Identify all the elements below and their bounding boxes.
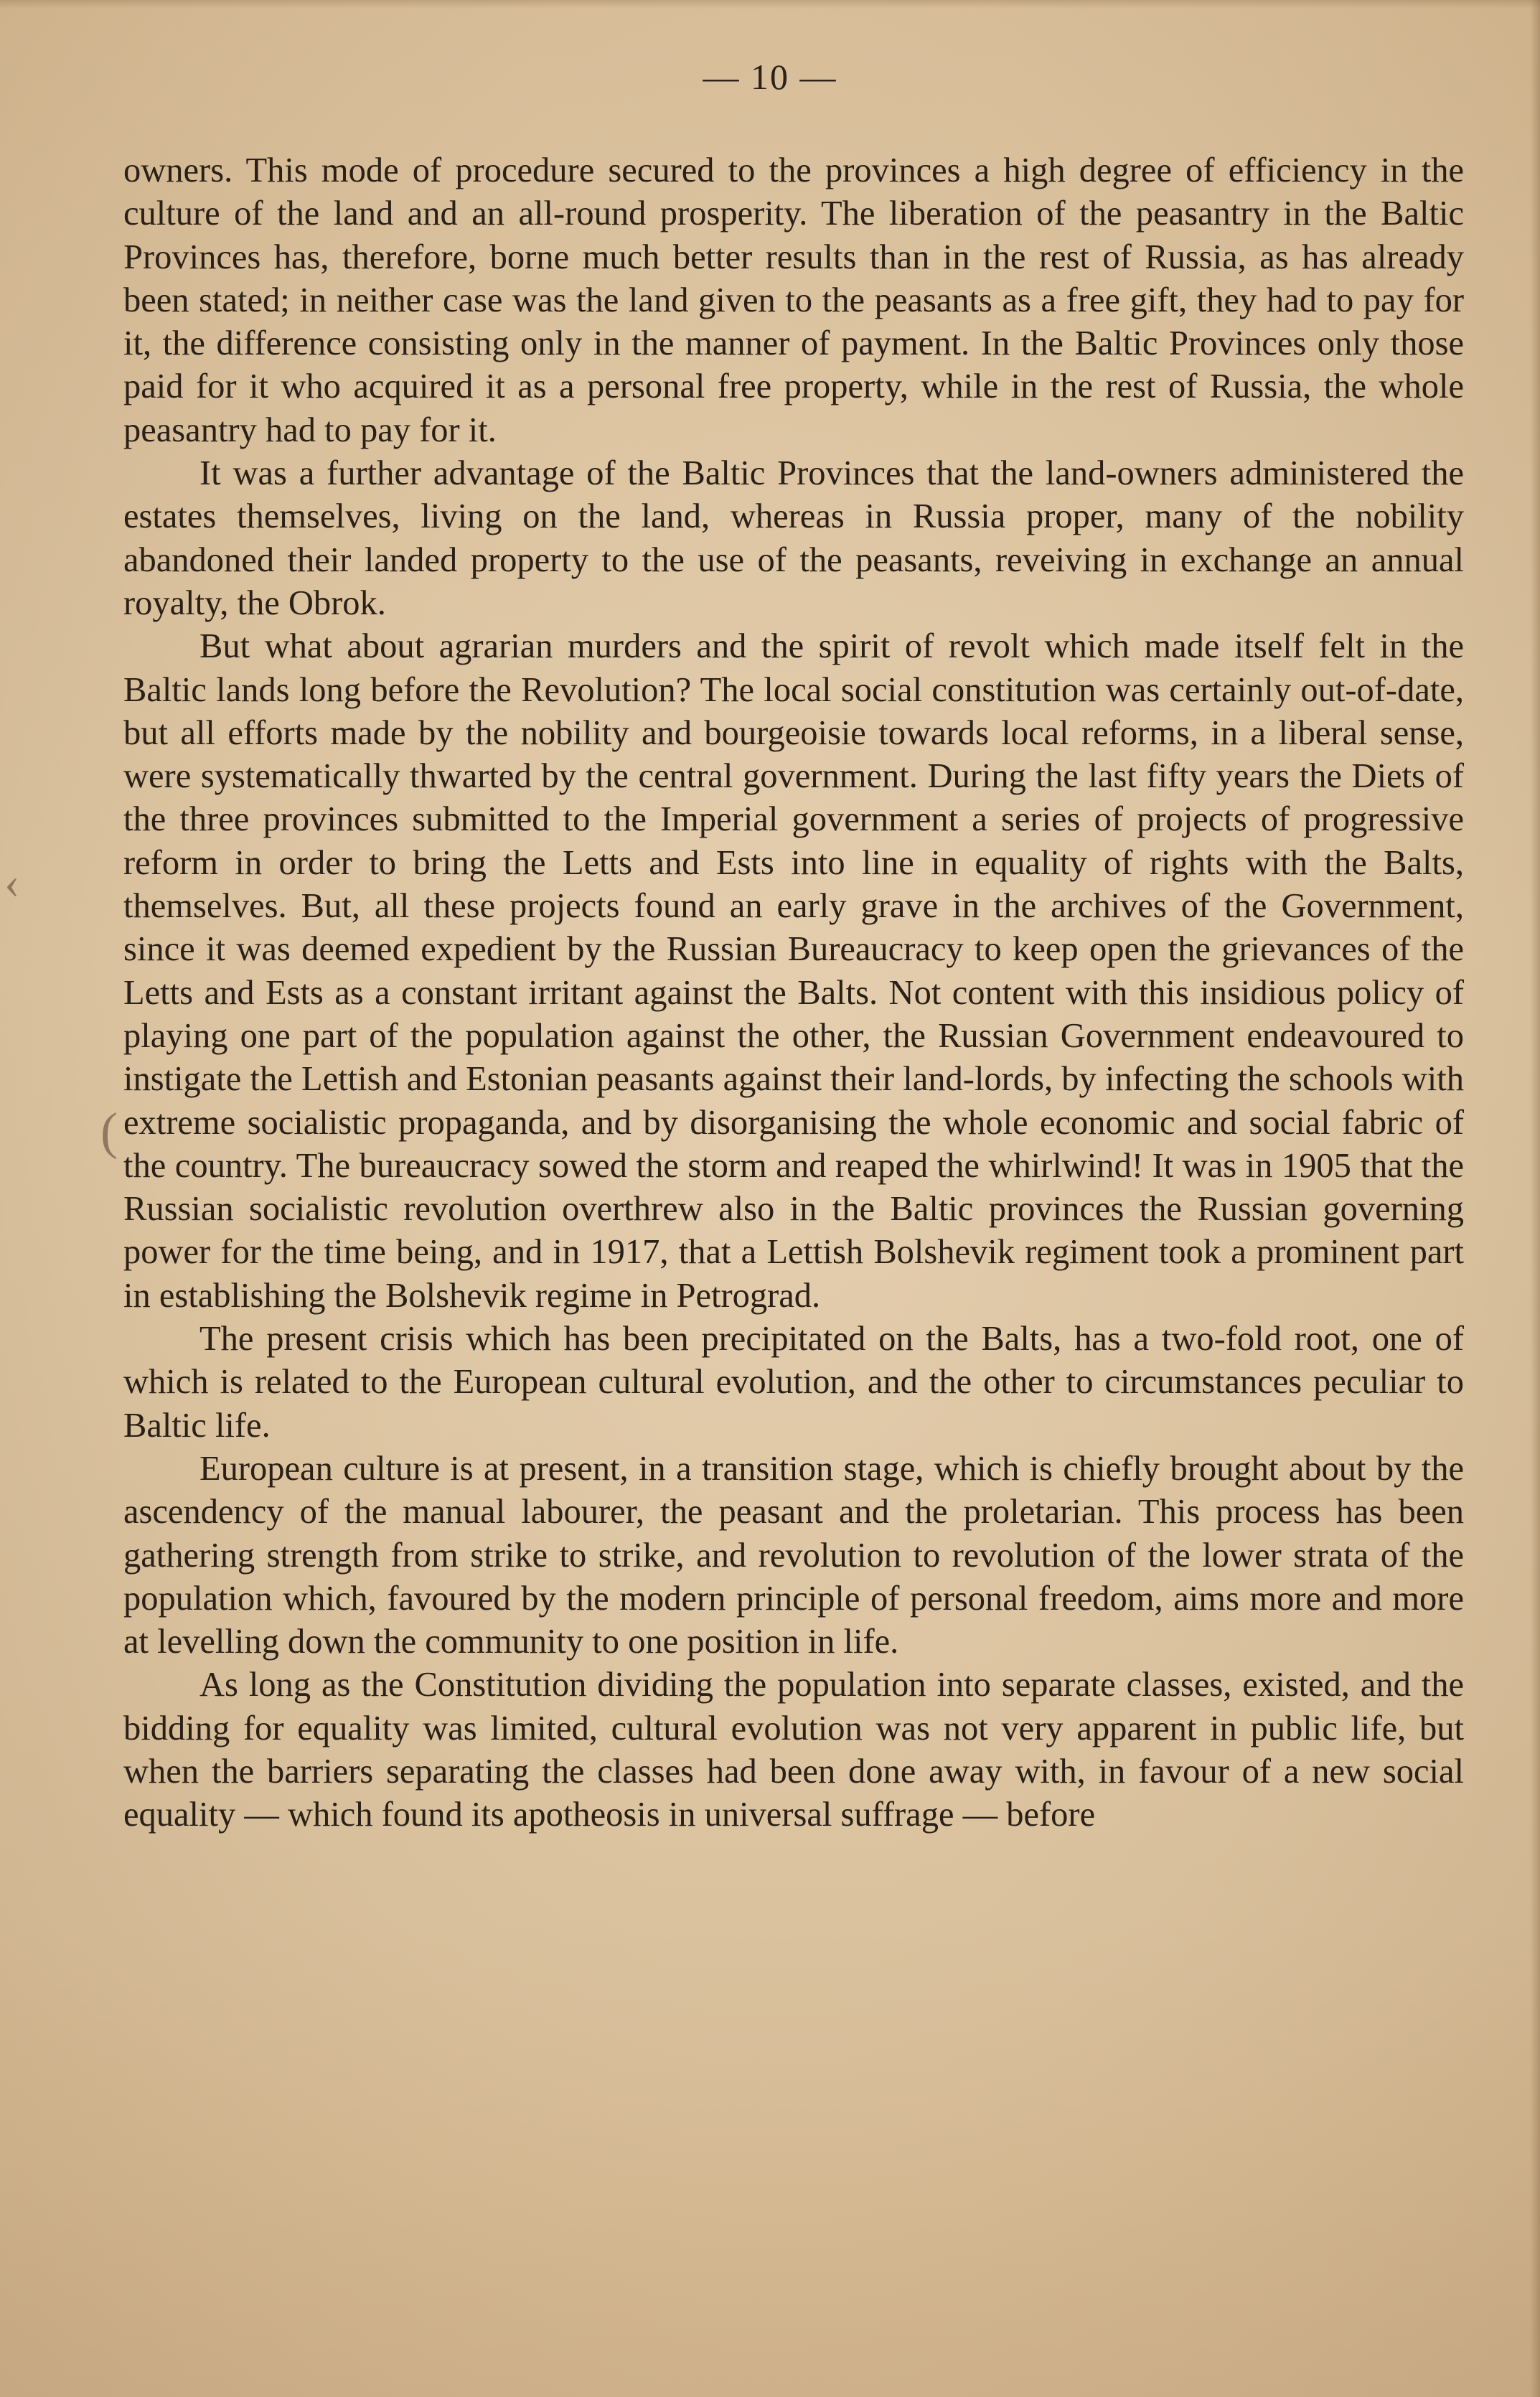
paragraph-4: The present crisis which has been precipitated on the Balts, has a two-fold root, one of which is related to the European cultural evolution, and the other to circumstances peculiar to Baltic life. — [123, 1320, 1464, 1445]
body-text — [123, 149, 1464, 1837]
page-right-shadow — [1530, 0, 1540, 2397]
paragraph-1: owners. This mode of procedure secured to the provinces a high degree of efficiency in the culture of the land and an all-round prosperity. The liberation of the peasantry in the Baltic Provinces has, therefore, borne much better results than in the rest of Russia, as has already been stated; in neither case was the land given to the peasants as a free gift, they had to pay for it, the difference consisting only in the manner of payment. In the Baltic Provinces only those paid for it who acquired it as a personal free property, while in the rest of Russia, the whole peasantry had to pay for it. — [123, 151, 1464, 449]
paragraph-6: As long as the Constitution dividing the population into separate classes, existed, and the bidding for equality was limited, cultural evolution was not very apparent in public life, but when the barriers separating the classes had been done away with, in favour of a new social equality — which found its apotheosis in universal suffrage — before — [123, 1666, 1464, 1834]
page-top-shadow — [0, 0, 1540, 9]
margin-mark: ‹ — [4, 857, 20, 908]
paragraph-3: But what about agrarian murders and the spirit of revolt which made itself felt in the Baltic lands long before the Revolution? The local social constitution was certainly out-of-date, but all efforts made by the nobility and bourgeoisie towards local reforms, in a liberal sense, were systematically thwarted by the central government. During the last fifty years the Diets of the three provinces submitted to the Imperial government a series of projects of progressive reform in order to bring the Letts and Ests into line in equality of rights with the Balts, themselves. But, all these projects found an early grave in the archives of the Government, since it was deemed expedient by the Russian Bureaucracy to keep open the grievances of the Letts and Ests as a constant irritant against the Balts. Not content with this insidious policy of playing one part of the population against the other, the Russian Government endeavoured to instigate the Lettish and Estonian peasants against their land-lords, by infecting the schools with extreme socialistic propaganda, and by disorganising the whole economic and social fabric of the country. The bureaucracy sowed the storm and reaped the whirlwind! It was in 1905 that the Russian socialistic revolution overthrew also in the Baltic provinces the Russian governing power for the time being, and in 1917, that a Lettish Bolshevik regiment took a prominent part in establishing the Bolshevik regime in Petrograd. — [123, 627, 1464, 1315]
page-number: — 10 — — [703, 57, 837, 97]
paragraph-2: It was a further advantage of the Baltic Provinces that the land-owners administered the estates themselves, living on the land, whereas in Russia proper, many of the nobility abandoned their landed property to the use of the peasants, reveiving in exchange an annual royalty, the Obrok. — [123, 454, 1464, 622]
margin-bracket: ( — [100, 1102, 118, 1160]
paragraph-5: European culture is at present, in a transition stage, which is chiefly brought about by the ascendency of the manual labourer, the peasant and the proletarian. This process has been gathering strength from strike to strike, and revolution to revolution of the lower strata of the population which, favoured by the modern principle of personal freedom, aims more and more at levelling down the community to one position in life. — [123, 1449, 1464, 1661]
